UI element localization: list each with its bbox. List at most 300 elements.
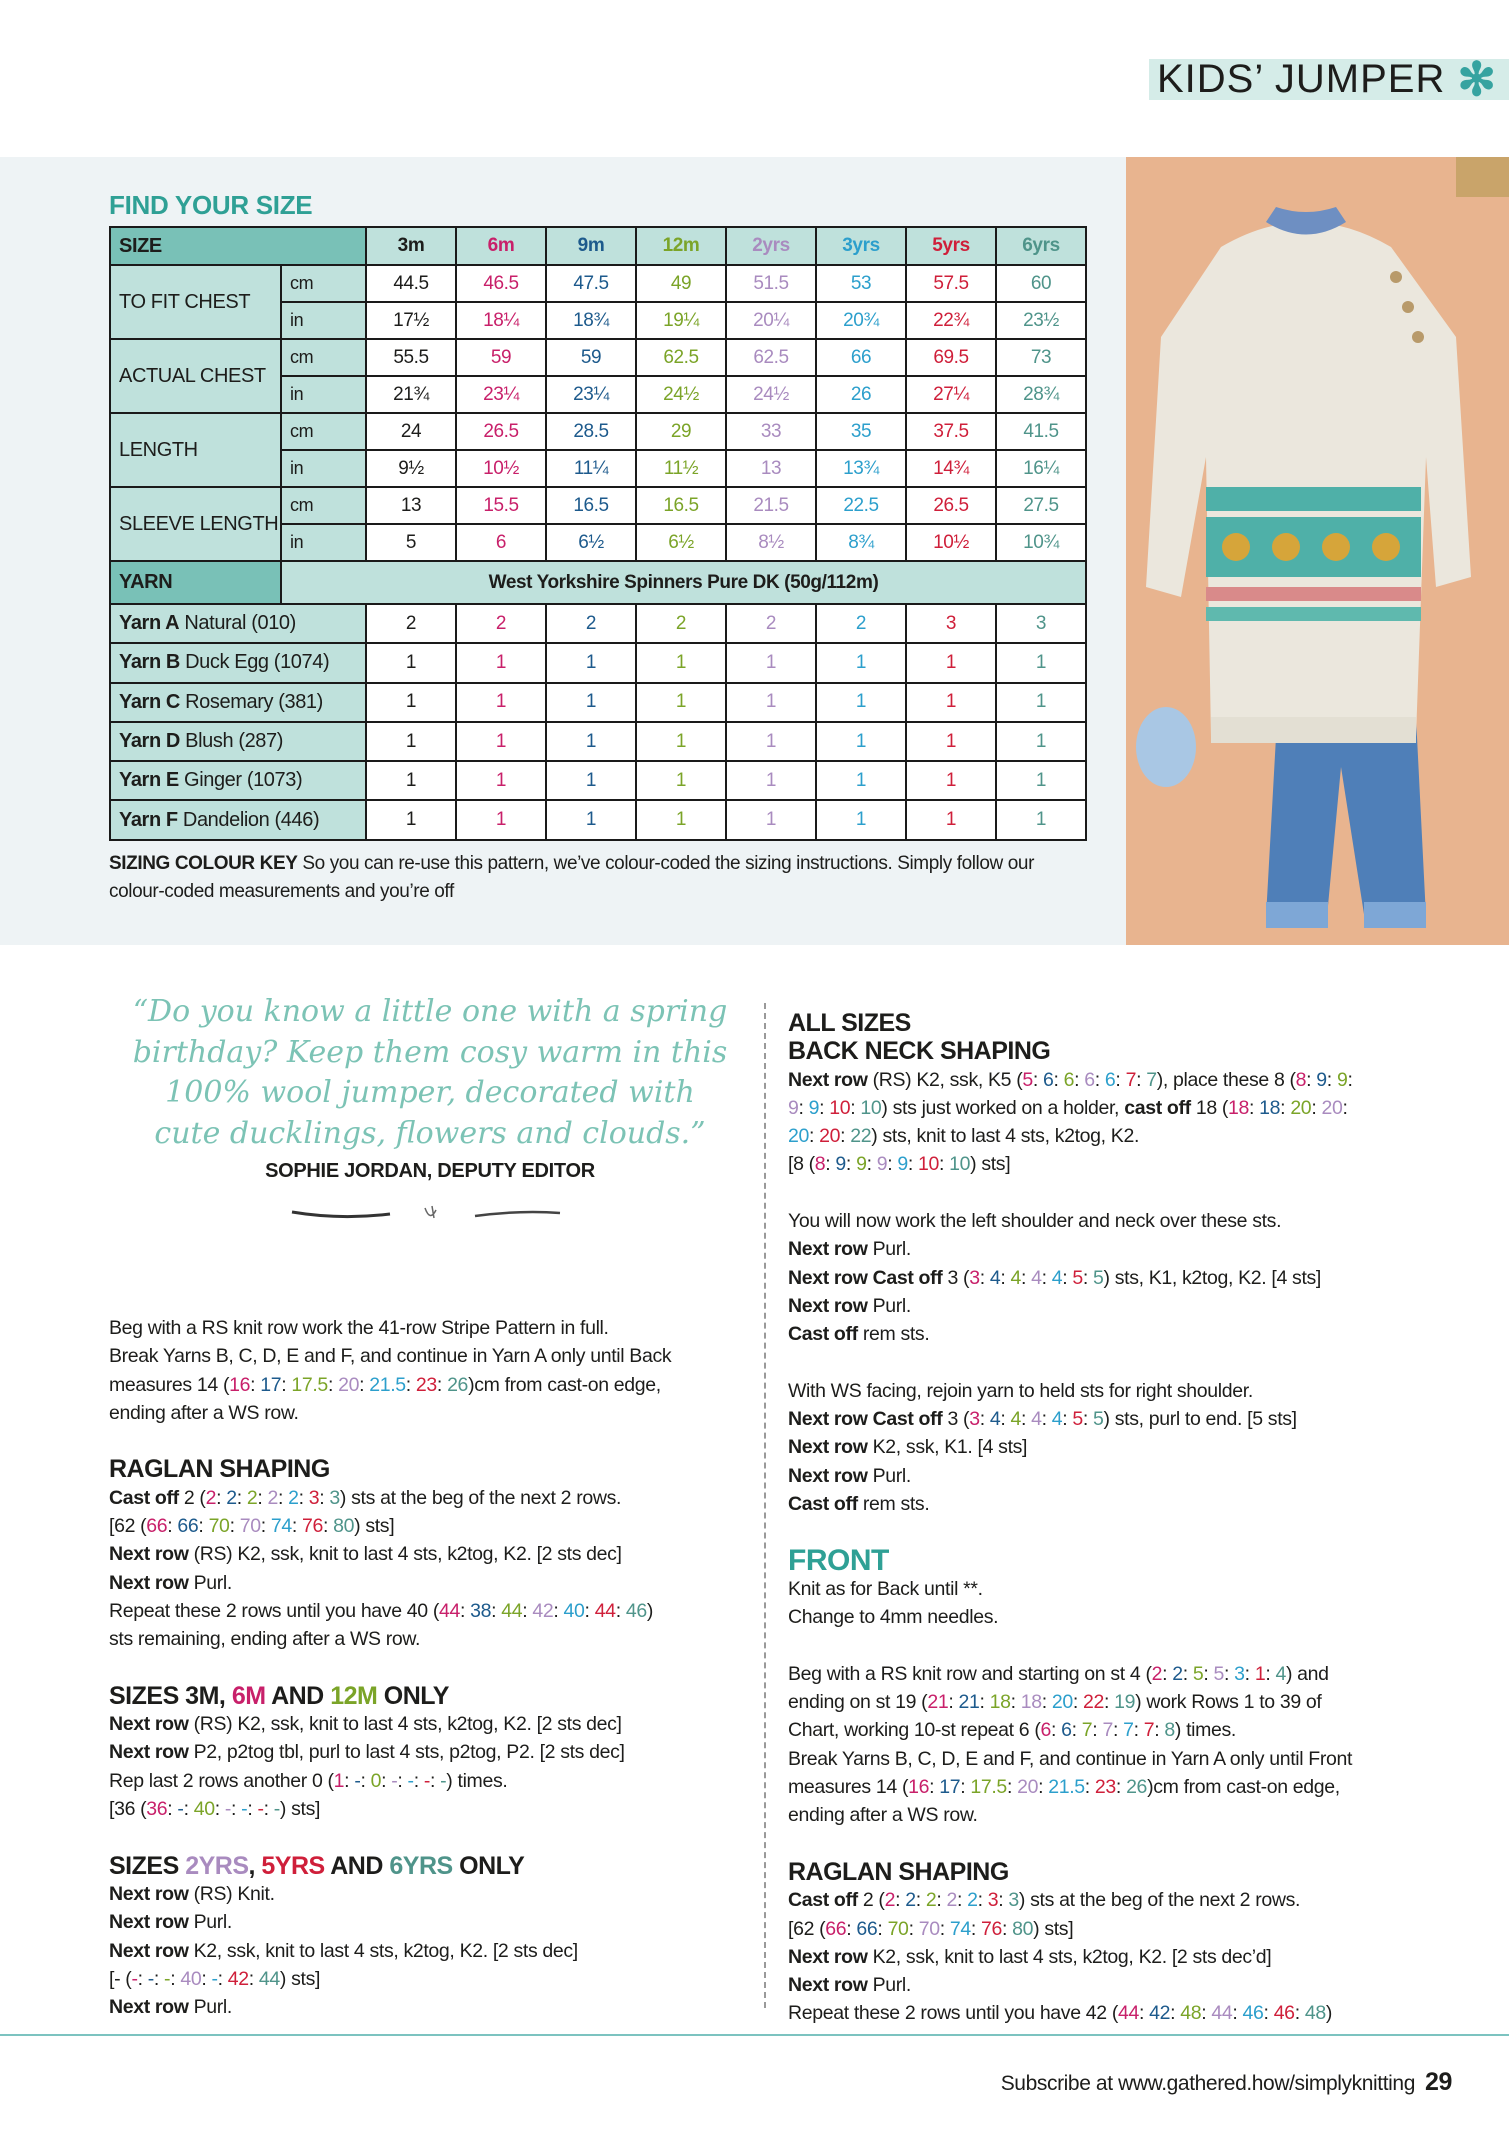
size-value: 42 (1149, 2002, 1171, 2025)
size-value: 2 (1151, 1662, 1163, 1685)
text-segment: ) sts at the beg of the next 2 rows. (1018, 1889, 1301, 1912)
text-segment: Repeat these 2 rows until you have 42 ( (788, 2002, 1118, 2025)
text-segment: Purl. (867, 1238, 911, 1261)
text-segment: : (1203, 1662, 1214, 1685)
measurement-value: 66 (816, 339, 906, 376)
measurement-value: 15.5 (456, 487, 546, 524)
text-segment: : (216, 1486, 227, 1509)
measurement-label: ACTUAL CHEST (110, 339, 281, 413)
measurement-value: 5 (366, 524, 456, 561)
size-value: 9 (1336, 1068, 1348, 1091)
size-column-header: 3m (366, 227, 456, 265)
yarn-shade: Blush (287) (185, 730, 284, 753)
text-segment: : (201, 1967, 212, 1990)
yarn-quantity: 1 (996, 683, 1086, 722)
instruction-line (109, 1597, 749, 1625)
size-value: 7 (1102, 1719, 1113, 1742)
text-segment: : (1326, 1068, 1337, 1091)
yarn-row (110, 683, 1086, 722)
yarn-name: Yarn A (119, 612, 180, 635)
size-value: 23 (415, 1373, 437, 1396)
text-segment: [8 ( (788, 1153, 815, 1176)
size-value: - (224, 1798, 232, 1821)
instruction-line (788, 1490, 1468, 1518)
yarn-quantity: 1 (906, 683, 996, 722)
text-segment: : (1082, 1408, 1094, 1431)
measurement-value: 20¼ (726, 302, 816, 339)
instruction-paragraph (109, 1314, 749, 1427)
size-value: 5 (1072, 1266, 1083, 1289)
bold-term: Next row (109, 1713, 189, 1736)
text-segment: : (1020, 1408, 1032, 1431)
unit-label: in (281, 376, 366, 413)
yarn-quantity: 1 (816, 722, 906, 761)
size-value: 3 (329, 1486, 340, 1509)
size-column-header: 2yrs (726, 227, 816, 265)
text-segment: : (1038, 1776, 1049, 1799)
yarn-shade: Ginger (1073) (184, 769, 303, 792)
text-segment: ONLY (452, 1851, 525, 1880)
instruction-line (109, 1908, 749, 1936)
instruction-line (109, 1767, 749, 1795)
text-segment: K2, ssk, knit to last 4 sts, k2tog, K2. [2 sts dec] (188, 1939, 578, 1962)
measurement-value: 26.5 (906, 487, 996, 524)
section-title: KIDS’ JUMPER (1157, 57, 1446, 101)
size-value: 5 (1213, 1662, 1225, 1685)
bold-term: cast off (1124, 1096, 1191, 1119)
instruction-line (788, 1716, 1468, 1744)
text-segment: SIZES (109, 1851, 186, 1880)
unit-label: cm (281, 339, 366, 376)
bold-term: Next row (788, 1294, 868, 1317)
size-value: 70 (918, 1917, 940, 1940)
size-value: 4 (1010, 1408, 1021, 1431)
size-value: 4 (1031, 1266, 1042, 1289)
text-segment: ) and (1285, 1662, 1329, 1685)
size-column-header: 6yrs (996, 227, 1086, 265)
text-segment: : (1000, 1408, 1011, 1431)
yarn-label (110, 683, 366, 722)
size-value: 10 (860, 1096, 882, 1119)
size-value: 3 (1234, 1662, 1245, 1685)
text-segment: : (217, 1967, 228, 1990)
instruction-line (788, 1235, 1468, 1263)
section-title-banner (1149, 53, 1509, 105)
text-segment: measures 14 ( (109, 1373, 230, 1396)
text-segment: : (1265, 1662, 1276, 1685)
text-segment: : (915, 1889, 926, 1912)
yarn-quantity: 1 (636, 643, 726, 682)
text-segment: ) sts] (279, 1798, 321, 1821)
measurement-value: 27.5 (996, 487, 1086, 524)
yarn-label (110, 722, 366, 761)
size-value: 80 (1012, 1917, 1034, 1940)
text-segment: : (936, 1889, 947, 1912)
yarn-quantity: 2 (636, 604, 726, 643)
instruction-line (788, 1858, 1468, 1886)
text-segment: ALL SIZES (788, 1009, 911, 1037)
measurement-value: 28¾ (996, 376, 1086, 413)
instruction-line (109, 1484, 749, 1512)
measurement-value: 27¼ (906, 376, 996, 413)
size-value: 7 (1143, 1719, 1155, 1742)
text-segment: : (248, 1967, 259, 1990)
size-value: 17.5 (291, 1373, 328, 1396)
text-segment: ) times. (1174, 1719, 1236, 1742)
size-value: 6M (231, 1681, 266, 1710)
size-value: 2 (946, 1889, 957, 1912)
yarn-quantity: 1 (456, 683, 546, 722)
text-segment: : (167, 1515, 178, 1538)
yarn-shade: Dandelion (446) (182, 808, 320, 831)
text-segment: 3 ( (942, 1266, 970, 1289)
measurement-value: 59 (546, 339, 636, 376)
size-value: 22 (1083, 1691, 1105, 1714)
text-segment: : (1074, 1068, 1085, 1091)
yarn-quantity: 1 (636, 683, 726, 722)
text-segment: : (153, 1967, 165, 1990)
size-value: - (241, 1798, 248, 1821)
size-value: 40 (180, 1967, 202, 1990)
bold-term: Next row (109, 1911, 189, 1934)
text-segment: AND (324, 1851, 390, 1880)
yarn-label (110, 800, 366, 839)
instruction-line (788, 1122, 1468, 1150)
bold-term: Next row Cast off (788, 1408, 943, 1431)
text-segment: : (491, 1599, 502, 1622)
text-segment: RAGLAN SHAPING (109, 1455, 330, 1484)
text-segment: : (850, 1096, 861, 1119)
text-segment: Purl. (867, 1464, 911, 1487)
text-segment: [62 ( (788, 1917, 826, 1940)
text-segment: : (1020, 1266, 1032, 1289)
size-value: 44 (1211, 2002, 1233, 2025)
text-segment: ) sts at the beg of the next 2 rows. (339, 1486, 622, 1509)
text-segment: : (344, 1769, 355, 1792)
size-value: 1 (333, 1769, 345, 1792)
unit-label: cm (281, 413, 366, 450)
text-segment: Change to 4mm needles. (788, 1606, 999, 1629)
yarn-name: Yarn E (119, 769, 179, 792)
instruction-line (788, 1009, 1468, 1037)
instruction-line (788, 1999, 1468, 2027)
measurement-value: 16.5 (546, 487, 636, 524)
page-footer (1001, 2068, 1452, 2097)
bold-term: Next row (788, 1974, 868, 1997)
yarn-quantity: 1 (816, 800, 906, 839)
instruction-line (788, 1292, 1468, 1320)
size-value: 66 (825, 1917, 847, 1940)
instruction-line (109, 1540, 749, 1568)
size-value: 7 (1125, 1068, 1137, 1091)
yarn-quantity: 1 (636, 761, 726, 800)
size-value: - (423, 1769, 430, 1792)
text-segment: : (1133, 1719, 1144, 1742)
footer-rule (0, 2034, 1509, 2036)
text-segment: : (1347, 1068, 1353, 1091)
yarn-quantity: 1 (816, 643, 906, 682)
text-segment: : (436, 1373, 448, 1396)
subscribe-link[interactable]: Subscribe at www.gathered.how/simplyknitting (1000, 2072, 1415, 2095)
yarn-quantity: 1 (366, 683, 456, 722)
text-segment: (RS) K2, ssk, knit to last 4 sts, k2tog, K2. [2 sts dec] (188, 1713, 622, 1736)
yarn-quantity: 3 (906, 604, 996, 643)
text-segment: : (359, 1373, 370, 1396)
yarn-quantity: 1 (996, 800, 1086, 839)
size-value: 46 (1273, 2002, 1295, 2025)
page-number: 29 (1424, 2068, 1452, 2096)
text-segment: : (948, 1691, 959, 1714)
text-segment: : (979, 1408, 990, 1431)
text-segment: ) sts] (1033, 1917, 1074, 1940)
text-segment: : (1224, 1662, 1235, 1685)
size-value: 4 (1051, 1266, 1063, 1289)
yarn-quantity: 2 (546, 604, 636, 643)
yarn-quantity: 1 (636, 722, 726, 761)
size-value: 2YRS (185, 1851, 249, 1880)
yarn-shade: Rosemary (381) (185, 690, 323, 713)
instruction-line (109, 1399, 749, 1427)
instruction-line (109, 1314, 749, 1342)
measurement-value: 26.5 (456, 413, 546, 450)
product-photo (1126, 157, 1509, 945)
yarn-name: Yarn B (119, 651, 180, 674)
instruction-line (109, 1455, 749, 1483)
measurement-value: 28.5 (546, 413, 636, 450)
size-value: 4 (1275, 1662, 1286, 1685)
yarn-row (110, 722, 1086, 761)
measurement-value: 21¾ (366, 376, 456, 413)
yarn-row (110, 800, 1086, 839)
measurement-value: 18¼ (456, 302, 546, 339)
text-segment: : (1115, 1776, 1127, 1799)
measurement-value: 9½ (366, 450, 456, 487)
text-segment: : (1154, 1719, 1165, 1742)
text-segment: : (1010, 1691, 1021, 1714)
text-segment: : (998, 1889, 1009, 1912)
text-segment: : (360, 1769, 371, 1792)
measurement-value: 6½ (546, 524, 636, 561)
size-value: 5 (1022, 1068, 1033, 1091)
text-segment: : (798, 1096, 809, 1119)
text-segment: : (1053, 1068, 1064, 1091)
section-heading (109, 1852, 749, 1880)
yarn-quantity: 1 (456, 722, 546, 761)
instruction-line (788, 1915, 1468, 1943)
yarn-quantity: 1 (726, 761, 816, 800)
text-segment: : (247, 1798, 258, 1821)
size-value: 2 (925, 1889, 937, 1912)
text-segment: : (1162, 1662, 1173, 1685)
text-segment: [36 ( (109, 1798, 147, 1821)
unit-label: cm (281, 265, 366, 302)
text-segment: : (1112, 1719, 1124, 1742)
text-segment: : (381, 1769, 392, 1792)
size-value: 5YRS (261, 1851, 325, 1880)
size-value: 6 (1104, 1068, 1116, 1091)
yarn-row (110, 604, 1086, 643)
bold-term: Next row Cast off (788, 1266, 943, 1289)
text-segment: [62 ( (109, 1515, 147, 1538)
size-value: 42 (227, 1967, 249, 1990)
text-segment: ) sts, knit to last 4 sts, k2tog, K2. (871, 1125, 1140, 1148)
size-value: - (177, 1798, 184, 1821)
text-segment: : (167, 1798, 178, 1821)
yarn-quantity: 1 (636, 800, 726, 839)
size-value: 44 (594, 1599, 616, 1622)
text-segment: : (977, 1889, 988, 1912)
text-segment: : (231, 1798, 242, 1821)
measurement-label: LENGTH (110, 413, 281, 487)
measurement-value: 6 (456, 524, 546, 561)
text-segment: rem sts. (857, 1493, 930, 1516)
text-segment: : (1084, 1776, 1095, 1799)
yarn-quantity: 1 (456, 643, 546, 682)
text-segment: rem sts. (857, 1323, 930, 1346)
text-segment: P2, p2tog tbl, purl to last 4 sts, p2tog, P2. [2 sts dec] (188, 1741, 625, 1764)
text-segment: BACK NECK SHAPING (788, 1037, 1051, 1066)
yarn-row (110, 643, 1086, 682)
yarn-quantity: 1 (906, 643, 996, 682)
size-value: 7 (1146, 1068, 1157, 1091)
yarn-quantity: 1 (546, 643, 636, 682)
text-segment: : (1138, 2002, 1150, 2025)
text-segment: ) sts, K1, k2tog, K2. [4 sts] (1103, 1266, 1321, 1289)
text-segment: : (1041, 1408, 1052, 1431)
size-value: 5 (1093, 1266, 1104, 1289)
instruction-line (788, 1971, 1468, 1999)
text-segment: RAGLAN SHAPING (788, 1857, 1009, 1886)
size-value: 9 (897, 1153, 908, 1176)
bold-term: Cast off (788, 1889, 858, 1912)
text-segment: : (522, 1599, 533, 1622)
measurement-value: 24½ (726, 376, 816, 413)
size-value: - (440, 1769, 447, 1792)
text-segment: (RS) K2, ssk, K5 ( (867, 1068, 1023, 1091)
text-segment: : (846, 1917, 857, 1940)
text-segment: : (938, 1153, 950, 1176)
bold-term: Next row (788, 1068, 868, 1091)
size-value: 9 (808, 1096, 820, 1119)
text-segment: , (248, 1851, 262, 1880)
size-value: 3 (987, 1889, 999, 1912)
yarn-label (110, 604, 366, 643)
text-segment: : (319, 1486, 330, 1509)
text-segment: (RS) Knit. (188, 1882, 275, 1905)
measurement-value: 60 (996, 265, 1086, 302)
size-value: 6 (1061, 1719, 1072, 1742)
size-column-header: 6m (456, 227, 546, 265)
size-value: - (131, 1967, 138, 1990)
text-segment: : (298, 1486, 309, 1509)
section-heading (788, 1543, 1468, 1577)
text-segment: : (877, 1917, 888, 1940)
yarn-quantity: 1 (906, 722, 996, 761)
section-heading (788, 1009, 1468, 1066)
size-value: 9 (856, 1153, 867, 1176)
instruction-line (109, 1569, 749, 1597)
text-segment: : (137, 1967, 148, 1990)
size-value: 17.5 (970, 1776, 1007, 1799)
text-segment: : (615, 1599, 626, 1622)
text-segment: K2, ssk, K1. [4 sts] (867, 1436, 1028, 1459)
text-segment: : (929, 1776, 940, 1799)
size-value: - (257, 1798, 264, 1821)
instruction-line (109, 1880, 749, 1908)
size-value: 5 (1192, 1662, 1204, 1685)
measurement-value: 19¼ (636, 302, 726, 339)
flourish-divider-icon (290, 1200, 570, 1230)
text-segment: Rep last 2 rows another 0 ( (109, 1769, 334, 1792)
size-value: 3 (969, 1408, 980, 1431)
text-segment: : (1104, 1691, 1115, 1714)
measurement-value: 49 (636, 265, 726, 302)
size-value: 7 (1081, 1719, 1093, 1742)
text-segment: : (257, 1486, 268, 1509)
yarn-label (110, 643, 366, 682)
size-value: 2 (1172, 1662, 1183, 1685)
measurement-value: 21.5 (726, 487, 816, 524)
size-value: 12M (330, 1681, 378, 1710)
size-value: 2 (967, 1889, 978, 1912)
instruction-line (788, 1603, 1468, 1631)
yarn-name: Yarn F (119, 808, 178, 831)
text-segment: : (907, 1153, 918, 1176)
instruction-line (788, 1377, 1468, 1405)
yarn-quantity: 2 (456, 604, 546, 643)
size-value: 22 (850, 1125, 872, 1148)
measurement-value: 23½ (996, 302, 1086, 339)
measurement-value: 14¾ (906, 450, 996, 487)
size-value: 2 (226, 1486, 237, 1509)
size-value: 23 (1094, 1776, 1116, 1799)
yarn-name: Yarn D (119, 730, 180, 753)
yarn-quantity: 1 (726, 683, 816, 722)
text-segment: : (979, 1266, 990, 1289)
yarn-quantity: 1 (366, 761, 456, 800)
yarn-quantity: 1 (546, 683, 636, 722)
yarn-shade: Duck Egg (1074) (185, 651, 330, 674)
size-value: 70 (887, 1917, 909, 1940)
yarn-quantity: 2 (816, 604, 906, 643)
size-value: 21 (927, 1691, 949, 1714)
size-value: 18 (1259, 1096, 1281, 1119)
text-segment: ) (1325, 2002, 1332, 2025)
text-segment: Chart, working 10-st repeat 6 ( (788, 1719, 1041, 1742)
text-segment: : (1136, 1068, 1147, 1091)
measurement-label: SLEEVE LENGTH (110, 487, 281, 561)
jumper-photo-illustration (1126, 157, 1509, 945)
text-segment: : (895, 1889, 906, 1912)
instruction-line (109, 1625, 749, 1653)
yarn-quantity: 1 (996, 643, 1086, 682)
text-segment: measures 14 ( (788, 1776, 909, 1799)
text-segment: ) times. (446, 1769, 508, 1792)
text-segment: : (1244, 1662, 1255, 1685)
size-value: 6 (1084, 1068, 1095, 1091)
text-segment: : (1062, 1266, 1073, 1289)
bold-term: Cast off (109, 1486, 179, 1509)
instruction-line (109, 1371, 749, 1399)
text-segment: [- ( (109, 1967, 132, 1990)
text-segment: : (1041, 1266, 1052, 1289)
size-value: 0 (370, 1769, 382, 1792)
measurement-value: 23¼ (546, 376, 636, 413)
size-value: 2 (288, 1486, 299, 1509)
yarn-name: Yarn C (119, 690, 180, 713)
yarn-quantity: 1 (726, 643, 816, 682)
text-segment: : (170, 1967, 181, 1990)
